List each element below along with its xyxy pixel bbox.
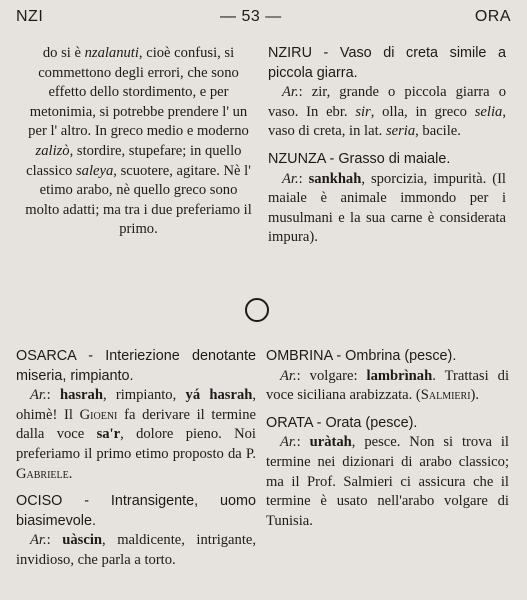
header-left: NZI <box>16 8 44 25</box>
headword: NZIRU <box>268 45 312 61</box>
word-nzalanuti: nzalanuti <box>84 45 139 61</box>
word-saleya: saleya <box>76 162 114 179</box>
top-right-column <box>268 44 506 248</box>
entry-nziru: NZIRU - Vaso di creta simile a piccola giarra. Ar.: zir, grande o piccola giarra o vaso. In ebr. sir, olla, in greco selia, vaso di creta, in lat. seria, bacile. <box>268 45 506 140</box>
entry-ociso: OCISO - Intransigente, uomo biasimevole. Ar.: uàscin, maldicente, intrigante, invidioso, che parla a torto. <box>16 493 257 568</box>
bottom-right-column <box>266 347 509 531</box>
entry-orata: ORATA - Orata (pesce). Ar.: uràtah, pesce. Non si trova il termine nei dizionari di arabo classico; ma il Prof. Salmieri ci assicura che il termine è usato nell'arabo volgare di Tunisia. <box>266 414 509 529</box>
entry-nzunza: NZUNZA - Grasso di maiale. Ar.: sankhah, sporcizia, impurità. (Il maiale è animale immondo per i musulmani e la sua carne è considerata impura). <box>268 150 506 246</box>
bottom-left-column <box>16 347 256 571</box>
word-zalizo: zalizò <box>35 142 70 159</box>
section-letter-o <box>245 298 269 322</box>
running-header <box>0 8 527 30</box>
headword: ORATA <box>266 414 313 431</box>
entry-osarca: OSARCA - Interiezione denotante miseria, rimpianto. Ar.: hasrah, rimpianto, yá hasrah, ohimè! Il Gioeni fa derivare il termine dalla voce sa'r, dolore pieno. Noi preferiamo il primo etimo proposto da P. Gabriele. <box>16 348 257 482</box>
page-number: — 53 — <box>220 8 282 25</box>
headword: OCISO <box>16 493 63 510</box>
headword: OSARCA <box>16 348 76 364</box>
headword: NZUNZA <box>268 150 326 167</box>
headword: OMBRINA <box>266 348 333 364</box>
top-left-column <box>22 44 255 240</box>
header-right: ORA <box>474 8 511 25</box>
entry-ombrina: OMBRINA - Ombrina (pesce). Ar.: volgare: lambrìnah. Trattasi di voce siciliana arabizzata. (Salmieri). <box>266 348 510 404</box>
continued-paragraph: do si è nzalanuti, cioè confusi, si commettono degli errori, che sono effetto dello stordimento, e per metonimia, si potrebbe prendere l' un per l' altro. In greco medio e moderno zalizò, stordire, stupefare; in quello classico saleya, scuotere, agitare. Nè l' etimo arabo, nè quello greco sono molto adatti; ma tra i due preferiamo il primo. <box>25 45 252 238</box>
